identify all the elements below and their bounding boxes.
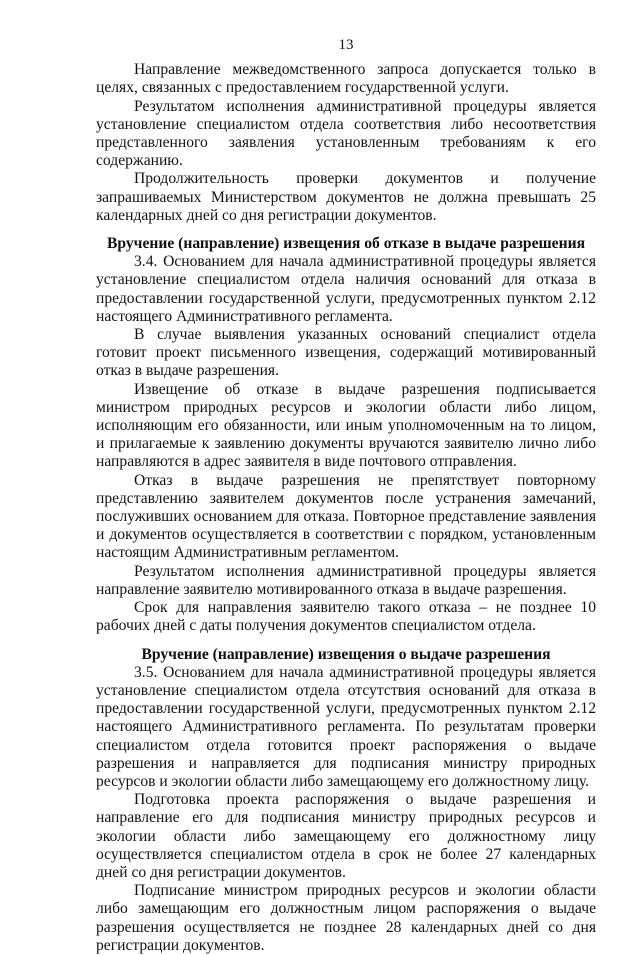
paragraph-order-signing: Подписание министром природных ресурсов и экологии области либо замещающим его должностным лицом распоряжения о выдаче разрешения осуществляется не позднее 28 календарных дней со дня регистрации документов. bbox=[96, 882, 596, 954]
paragraph-refusal-signing: Извещение об отказе в выдаче разрешения подписывается министром природных ресурсов и экологии области либо лицом, исполняющим его обязанности, или иным уполномоченным на то лицом, и прилагаемые к заявлению документы вручаются заявителю лично либо направляются в адрес заявителя в виде почтового отправления. bbox=[96, 380, 596, 471]
paragraph-resubmission: Отказ в выдаче разрешения не препятствует повторному представлению заявителем документов после устранения замечаний, послуживших основанием для отказа. Повторное представление заявления и документов осуществляется в соответствии с порядком, установленным настоящим Административным регламентом. bbox=[96, 471, 596, 562]
paragraph-3-5-grounds: 3.5. Основанием для начала административной процедуры является установление специалистом отдела отсутствия оснований для отказа в предоставлении государственной услуги, предусмотренных пунктом 2.12 настоящего Административного регламента. По результатам проверки специалистом отдела готовится проект распоряжения о выдаче разрешения и направляется для подписания министру природных ресурсов и экологии области либо замещающему его должностному лицу. bbox=[96, 663, 596, 790]
paragraph-procedure-result: Результатом исполнения административной процедуры является установление специалистом отдела соответствия либо несоответствия представленного заявления установленным требованиям к его содержанию. bbox=[96, 97, 596, 170]
section-heading-issue: Вручение (направление) извещения о выдаче разрешения bbox=[141, 645, 551, 663]
page-number: 13 bbox=[338, 37, 354, 53]
paragraph-order-preparation: Подготовка проекта распоряжения о выдаче разрешения и направление его для подписания министру природных ресурсов и экологии области либо замещающему его должностному лицу осуществляется специалистом отдела в срок не более 27 календарных дней со дня регистрации документов. bbox=[96, 791, 596, 881]
document-page bbox=[96, 36, 596, 955]
paragraph-request-purpose: Направление межведомственного запроса допускается только в целях, связанных с предоставлением государственной услуги. bbox=[96, 61, 596, 97]
paragraph-refusal-draft: В случае выявления указанных оснований специалист отдела готовит проект письменного извещения, содержащий мотивированный отказ в выдаче разрешения. bbox=[96, 326, 596, 380]
paragraph-refusal-deadline: Срок для направления заявителю такого отказа – не позднее 10 рабочих дней с даты получения документов специалистом отдела. bbox=[96, 599, 596, 635]
paragraph-3-4-grounds: 3.4. Основанием для начала административной процедуры является установление специалистом отдела наличия оснований для отказа в предоставлении государственной услуги, предусмотренных пунктом 2.12 настоящего Административного регламента. bbox=[96, 253, 596, 325]
section-heading-refusal: Вручение (направление) извещения об отказе в выдаче разрешения bbox=[106, 235, 586, 253]
paragraph-check-duration: Продолжительность проверки документов и получение запрашиваемых Министерством документов не должна превышать 25 календарных дней со дня регистрации документов. bbox=[96, 170, 596, 224]
paragraph-refusal-result: Результатом исполнения административной процедуры является направление заявителю мотивированного отказа в выдаче разрешения. bbox=[96, 562, 596, 598]
